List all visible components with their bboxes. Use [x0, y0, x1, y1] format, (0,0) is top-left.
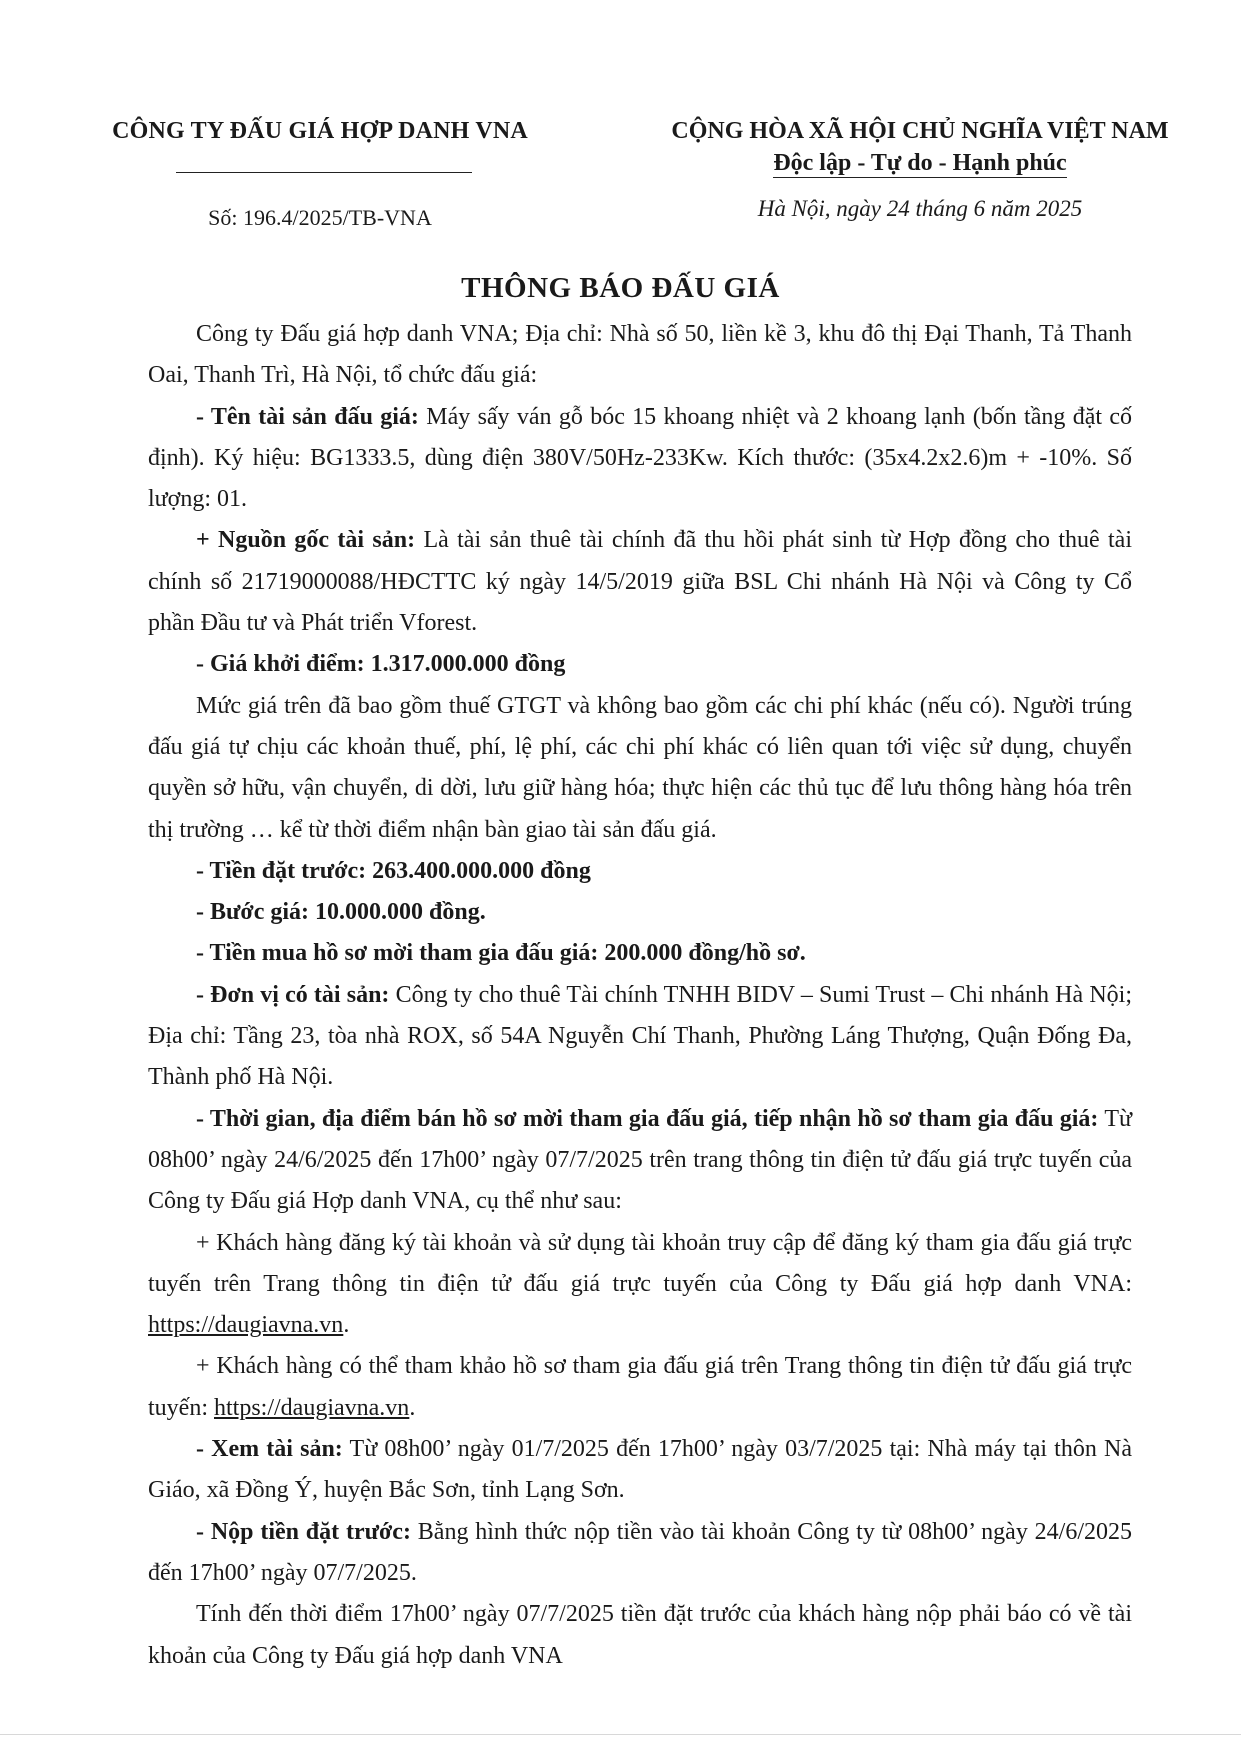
- closing-paragraph: Tính đến thời điểm 17h00’ ngày 07/7/2025 tiền đặt trước của khách hàng nộp phải báo có về tài khoản của Công ty Đấu giá hợp danh VNA: [148, 1601, 1132, 1669]
- origin-paragraph: [148, 520, 1132, 644]
- price-step-text: - Bước giá: 10.000.000 đồng.: [196, 899, 486, 926]
- register-link[interactable]: https://daugiavna.vn: [148, 1312, 344, 1339]
- scan-edge-line: [0, 1734, 1241, 1735]
- motto: Độc lập - Tự do - Hạnh phúc: [773, 150, 1067, 176]
- dossier-fee: [148, 933, 1132, 974]
- deposit-text: - Tiền đặt trước: 263.400.000.000 đồng: [196, 857, 591, 884]
- deposit-amount: [148, 851, 1132, 892]
- viewing-paragraph: [148, 1429, 1132, 1512]
- document-body: [148, 314, 1132, 1677]
- sale-time-text: Từ 08h00’ ngày 24/6/2025 đến 17h00’ ngày 07/7/2025 trên trang thông tin điện tử đấu giá trực tuyến của Công ty Đấu giá Hợp danh VNA, cụ thể như sau:: [148, 1105, 1132, 1215]
- viewing-text: Từ 08h00’ ngày 01/7/2025 đến 17h00’ ngày 03/7/2025 tại: Nhà máy tại thôn Nà Giáo, xã Đồng Ý, huyện Bắc Sơn, tỉnh Lạng Sơn.: [148, 1436, 1133, 1504]
- asset-label: - Tên tài sản đấu giá:: [196, 403, 419, 430]
- dossier-fee-text: - Tiền mua hồ sơ mời tham gia đấu giá: 200.000 đồng/hồ sơ.: [196, 940, 806, 967]
- origin-label: + Nguồn gốc tài sản:: [196, 527, 416, 554]
- deposit-payment-label: - Nộp tiền đặt trước:: [196, 1518, 411, 1545]
- asset-paragraph: [148, 397, 1132, 521]
- country-name: CỘNG HÒA XÃ HỘI CHỦ NGHĨA VIỆT NAM: [671, 118, 1169, 144]
- price-step: [148, 892, 1132, 933]
- starting-price: [148, 644, 1132, 685]
- starting-price-text: - Giá khởi điểm: 1.317.000.000 đồng: [196, 651, 566, 678]
- register-paragraph: [148, 1223, 1132, 1347]
- asset-text: Máy sấy ván gỗ bóc 15 khoang nhiệt và 2 khoang lạnh (bốn tầng đặt cố định). Ký hiệu: BG1333.5, dùng điện 380V/50Hz-233Kw. Kích thước: (35x4.2x2.6)m + -10%. Số lượng: 01.: [148, 403, 1132, 513]
- register-text: + Khách hàng đăng ký tài khoản và sử dụng tài khoản truy cập để đăng ký tham gia đấu giá trực tuyến trên Trang thông tin điện tử đấu giá trực tuyến của Công ty Đấu giá hợp danh VNA:: [148, 1229, 1132, 1297]
- motto-block: [640, 150, 1200, 177]
- sale-time-paragraph: [148, 1099, 1132, 1223]
- reference-paragraph: [148, 1346, 1132, 1429]
- deposit-payment-text: Bằng hình thức nộp tiền vào tài khoản Công ty từ 08h00’ ngày 24/6/2025 đến 17h00’ ngày 07/7/2025.: [148, 1518, 1132, 1586]
- reference-text: + Khách hàng có thể tham khảo hồ sơ tham gia đấu giá trên Trang thông tin điện tử đấu giá trực tuyến:: [148, 1353, 1132, 1421]
- intro-paragraph: Công ty Đấu giá hợp danh VNA; Địa chỉ: Nhà số 50, liền kề 3, khu đô thị Đại Thanh, Tả Thanh Oai, Thanh Trì, Hà Nội, tổ chức đấu giá:: [148, 321, 1132, 389]
- price-note-paragraph: Mức giá trên đã bao gồm thuế GTGT và không bao gồm các chi phí khác (nếu có). Người trúng đấu giá tự chịu các khoản thuế, phí, lệ phí, các chi phí khác có liên quan tới việc sử dụng, chuyển quyền sở hữu, vận chuyển, di dời, lưu giữ hàng hóa; thực hiện các thủ tục để lưu thông hàng hóa trên thị trường … kể từ thời điểm nhận bàn giao tài sản đấu giá.: [148, 692, 1132, 843]
- company-name: CÔNG TY ĐẤU GIÁ HỢP DANH VNA: [112, 118, 528, 144]
- owner-paragraph: [148, 975, 1132, 1099]
- deposit-payment-paragraph: [148, 1512, 1132, 1595]
- reference-link[interactable]: https://daugiavna.vn: [214, 1394, 410, 1421]
- document-number: Số: 196.4/2025/TB-VNA: [208, 205, 432, 230]
- place-date: Hà Nội, ngày 24 tháng 6 năm 2025: [757, 196, 1083, 221]
- owner-text: Công ty cho thuê Tài chính TNHH BIDV – Sumi Trust – Chi nhánh Hà Nội; Địa chỉ: Tầng 23, tòa nhà ROX, số 54A Nguyễn Chí Thanh, Phường Láng Thượng, Quận Đống Đa, Thành phố Hà Nội.: [148, 981, 1132, 1091]
- viewing-label: - Xem tài sản:: [196, 1436, 343, 1463]
- sale-time-label: - Thời gian, địa điểm bán hồ sơ mời tham gia đấu giá, tiếp nhận hồ sơ tham gia đấu giá:: [196, 1105, 1099, 1132]
- company-underline: [176, 172, 472, 173]
- register-end: .: [343, 1312, 350, 1339]
- origin-text: Là tài sản thuê tài chính đã thu hồi phát sinh từ Hợp đồng cho thuê tài chính số 21719000088/HĐCTTC ký ngày 14/5/2019 giữa BSL Chi nhánh Hà Nội và Công ty Cổ phần Đầu tư và Phát triển Vforest.: [148, 527, 1132, 637]
- page-title: THÔNG BÁO ĐẤU GIÁ: [461, 272, 780, 304]
- owner-label: - Đơn vị có tài sản:: [196, 981, 390, 1008]
- reference-end: .: [409, 1394, 416, 1421]
